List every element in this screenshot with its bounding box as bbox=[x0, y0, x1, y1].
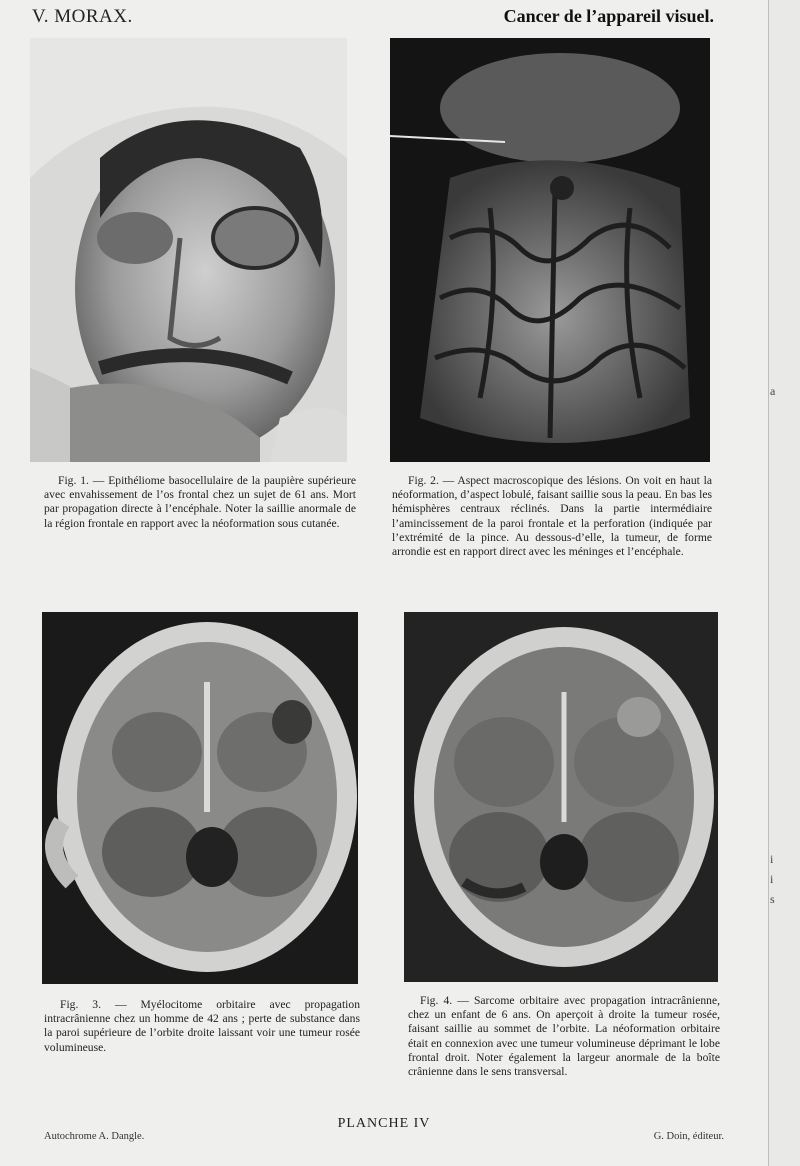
running-head-title: Cancer de l’appareil visuel. bbox=[503, 6, 714, 26]
margin-mark: i bbox=[770, 852, 774, 866]
child-skull-photo-image bbox=[404, 612, 718, 982]
brain-photo-image bbox=[390, 38, 710, 462]
figure-3-photo bbox=[42, 612, 358, 984]
margin-mark: s bbox=[770, 892, 775, 906]
figure-1-photo bbox=[30, 38, 347, 462]
footer-credit-autochrome: Autochrome A. Dangle. bbox=[44, 1131, 145, 1142]
running-head-author: V. MORAX. bbox=[32, 6, 133, 27]
plate-title: PLANCHE IV bbox=[337, 1116, 431, 1131]
figure-2-caption: Fig. 2. — Aspect macroscopique des lésions. On voit en haut la néoformation, d’aspect lobulé, faisant saillie sous la peau. En bas les hémisphères centraux réclinés. Dans la partie intermédiaire l’amincissement de la paroi frontale et la perforation (indiquée par l’extrémité de la pince. Au dessous-d’elle, la tumeur, de forme arrondie est en rapport direct avec les méninges et l’encéphale. bbox=[392, 474, 712, 559]
footer-credit-publisher: G. Doin, éditeur. bbox=[653, 1131, 724, 1142]
figure-4-photo bbox=[404, 612, 718, 982]
facing-page-edge bbox=[768, 0, 800, 1166]
margin-mark: i bbox=[770, 872, 774, 886]
figure-2-photo bbox=[390, 38, 710, 462]
figure-4-caption: Fig. 4. — Sarcome orbitaire avec propagation intracrânienne, chez un enfant de 6 ans. On aperçoit à droite la tumeur rosée, faisant saillie au sommet de l’orbite. La néoformation orbitaire était en connexion avec une tumeur volumineuse déprimant le lobe frontal droit. Noter également la largeur anormale de la boîte crânienne dans le sens transversal. bbox=[408, 994, 720, 1079]
figure-1-caption: Fig. 1. — Epithéliome basocellulaire de la paupière supérieure avec envahissement de l’os frontal chez un sujet de 61 ans. Mort par propagation directe à l’encéphale. Noter la saillie anormale de la région frontale en rapport avec la néoformation sous cutanée. bbox=[44, 474, 356, 530]
margin-mark: a bbox=[770, 384, 776, 398]
face-photo-image bbox=[30, 38, 347, 462]
figure-3-caption: Fig. 3. — Myélocitome orbitaire avec propagation intracrânienne chez un homme de 42 ans ; perte de substance dans la paroi supérieure de l’orbite droite laissant voir une tumeur rosée volumineuse. bbox=[44, 998, 360, 1054]
skull-photo-image bbox=[42, 612, 358, 984]
